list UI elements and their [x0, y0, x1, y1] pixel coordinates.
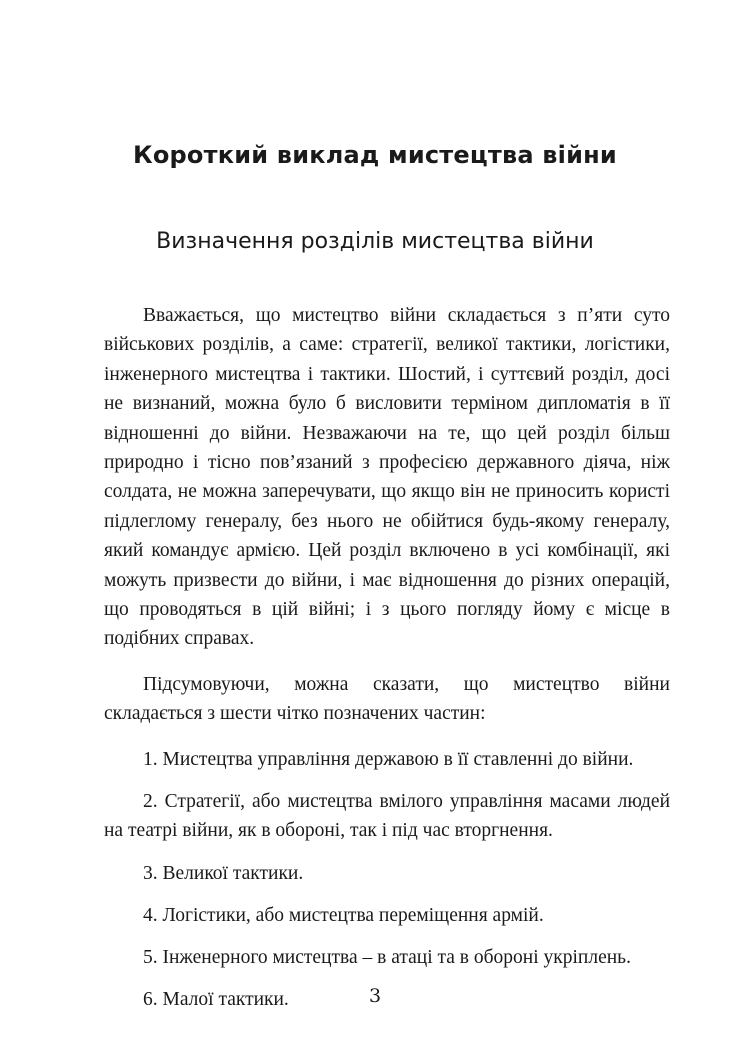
paragraph: Вважається, що мистецтво війни складається з п’яти суто військових розділів, а саме: стратегії, великої тактики, логістики, інженерного мистецтва і тактики. Шостий, і суттєвий розділ, досі не визнаний, можна було б висловити терміном дипломатія в її відношенні до війни. Незважаючи на те, що цей розділ більш природно і тісно пов’язаний з професією державного діяча, ніж солдата, не можна заперечувати, що якщо він не приносить користі підлеглому генералу, без нього не обійтися будь-якому генералу, який командує армією. Цей розділ включено в усі комбінації, які можуть призвести до війни, і має відношення до різних операцій, що проводяться в цій війні; і з цього погляду йому є місце в подібних справах. — [104, 305, 670, 650]
list-item: 2. Стратегії, або мистецтва вмілого управління масами людей на театрі війни, як в обороні, так і під час вторгнення. — [104, 790, 670, 842]
list-item: 3. Великої тактики. — [143, 862, 304, 884]
list-item: 1. Мистецтва управління державою в її ставленні до війни. — [143, 748, 634, 770]
chapter-title: Короткий виклад мистецтва війни — [133, 141, 617, 169]
page-number: 3 — [368, 985, 382, 1007]
list-item: 5. Інженерного мистецтва – в атаці та в обороні укріплень. — [143, 946, 631, 968]
list-item: 4. Логістики, або мистецтва переміщення армій. — [143, 904, 544, 926]
section-title: Визначення розділів мистецтва війни — [156, 229, 594, 254]
paragraph: Підсумовуючи, можна сказати, що мистецтво війни складається з шести чітко позначених частин: — [104, 673, 670, 725]
body-text — [104, 301, 670, 1027]
list-item: 6. Малої тактики. — [143, 989, 289, 1011]
